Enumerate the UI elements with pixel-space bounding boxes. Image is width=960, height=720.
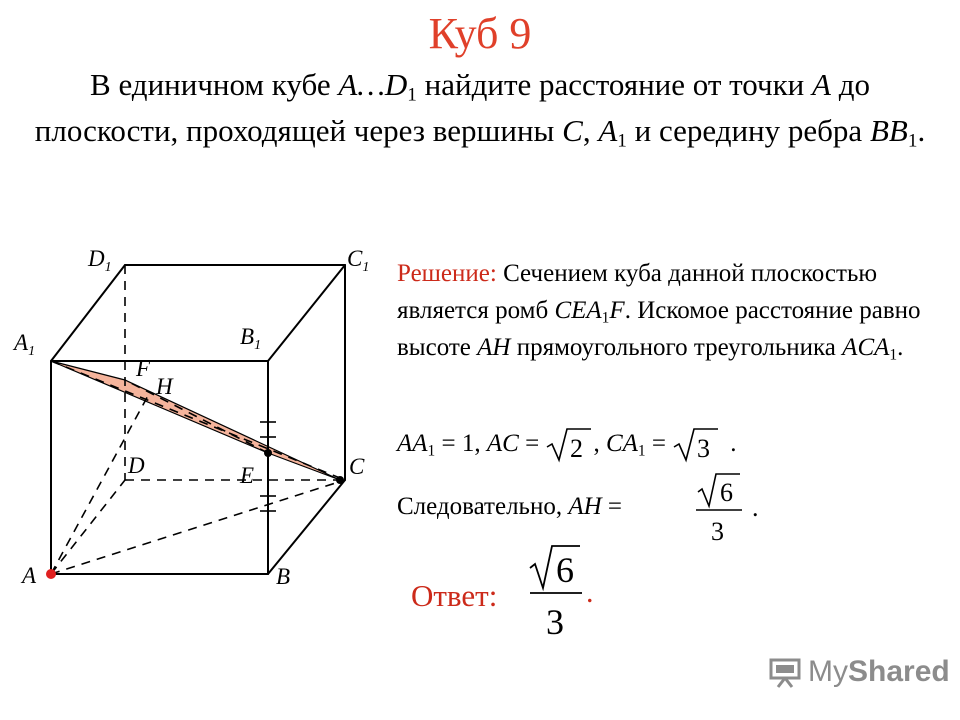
projector-screen-icon bbox=[768, 657, 802, 689]
section-rhombus bbox=[51, 361, 340, 480]
edge-a1d1 bbox=[51, 265, 125, 361]
svg-text:3: 3 bbox=[697, 434, 711, 464]
point-c bbox=[336, 476, 344, 484]
svg-text:6: 6 bbox=[556, 550, 574, 590]
svg-text:3: 3 bbox=[546, 602, 564, 640]
svg-text:2: 2 bbox=[570, 434, 584, 464]
label-d: D bbox=[128, 453, 145, 478]
diagonal-ef bbox=[125, 380, 268, 453]
label-h: H bbox=[156, 374, 173, 399]
site-logo: MyShared bbox=[768, 655, 950, 689]
label-a: A bbox=[22, 563, 37, 588]
label-e: E bbox=[240, 463, 255, 488]
answer-label: Ответ: bbox=[411, 578, 498, 613]
svg-text:.: . bbox=[752, 493, 759, 522]
label-d1: $D_1$ bbox=[88, 246, 112, 275]
edge-ad bbox=[51, 480, 125, 574]
label-c: C bbox=[349, 454, 365, 479]
label-c1: $C_1$ bbox=[347, 246, 370, 275]
label-f: F bbox=[136, 356, 151, 381]
fraction-sqrt6-over-3 bbox=[690, 470, 770, 546]
svg-text:6: 6 bbox=[720, 478, 733, 507]
point-e bbox=[264, 449, 272, 457]
label-b: B bbox=[276, 564, 291, 589]
svg-text:.: . bbox=[586, 576, 594, 609]
cube-figure bbox=[0, 230, 390, 600]
solution-text: Решение: Сечением куба данной плоскостью является ромб $CEA_1F$. Искомое расстояние равно высоте AH прямоугольного треугольника $ACA_1$. bbox=[397, 260, 921, 364]
given-values: $AA_1 = 1$, AC = 2 , $CA_1$ = 3 . bbox=[397, 425, 737, 463]
point-a bbox=[46, 569, 56, 579]
diagonal-ac bbox=[51, 480, 345, 574]
edge-b1c1 bbox=[268, 265, 345, 361]
conclusion-text: Следовательно, AH = bbox=[397, 493, 623, 520]
sqrt-2 bbox=[545, 427, 593, 463]
label-b1: $B_1$ bbox=[240, 324, 262, 353]
edge-bc bbox=[268, 480, 345, 574]
sqrt-3 bbox=[672, 427, 720, 463]
page-title: Куб 9 bbox=[428, 9, 532, 58]
svg-text:3: 3 bbox=[711, 517, 724, 546]
answer-fraction bbox=[524, 540, 604, 640]
label-a1: $A_1$ bbox=[14, 330, 36, 359]
problem-statement: В единичном кубе $A\dots D_1$ найдите расстояние от точки A до плоскости, проходящей через вершины C, $A_1$ и середину ребра $BB_1$. bbox=[34, 67, 926, 152]
